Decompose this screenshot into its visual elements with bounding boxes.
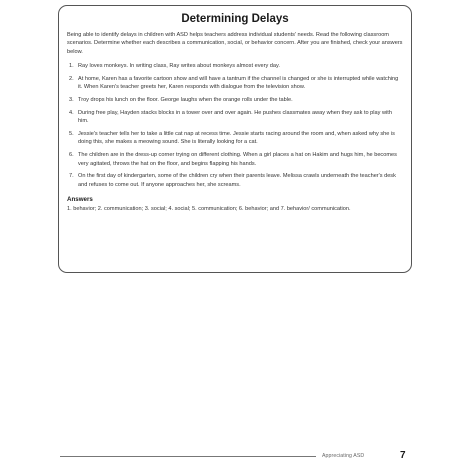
item-text: Troy drops his lunch on the floor. George laughs when the orange rolls under the table. [78, 96, 293, 103]
item-number: 1. [69, 62, 74, 69]
list-item [67, 75, 403, 92]
item-text: The children are in the dress-up corner trying on different clothing. When a girl places a hat on Hakim and hugs him, he becomes very agitated, throws the hat on the floor, and begins flapping his hands. [78, 152, 397, 167]
item-number: 3. [69, 96, 74, 103]
item-number: 7. [69, 173, 74, 180]
scenario-list [67, 62, 403, 189]
list-item [67, 172, 403, 189]
footer-divider [60, 456, 316, 457]
list-item [67, 109, 403, 126]
item-number: 6. [69, 152, 74, 159]
page-number: 7 [400, 450, 406, 461]
item-text: During free play, Hayden stacks blocks in a tower over and over again. He pushes classmates away when they ask to play with him. [78, 109, 392, 125]
answers-text: 1. behavior; 2. communication; 3. social; 4. social; 5. communication; 6. behavior; and 7. behavior/ communication. [67, 205, 351, 212]
item-number: 5. [69, 131, 74, 138]
list-item [67, 151, 403, 168]
page-title: Determining Delays [181, 13, 289, 25]
list-item [67, 130, 403, 147]
answers-heading: Answers [67, 196, 93, 204]
item-text: Jessie's teacher tells her to take a little cat nap at recess time. Jessie starts racing around the room and, when asked why she is doing this, she makes a meowing sound. She is literally looking for a cat. [78, 131, 395, 146]
item-number: 2. [69, 75, 74, 82]
intro-paragraph: Being able to identify delays in children with ASD helps teachers address individual students' needs. Read the following classroom scenarios. Determine whether each describes a communication, social, or behavior concern. After you are finished, check your answers below. [67, 32, 403, 55]
item-text: At home, Karen has a favorite cartoon show and will have a tantrum if the channel is changed or she is interrupted while watching it. When Karen's teacher greets her, Karen responds with dialogue from the television show. [78, 75, 399, 91]
activity-box [58, 5, 412, 273]
item-text: Ray loves monkeys. In writing class, Ray writes about monkeys almost every day. [78, 62, 280, 69]
list-item [67, 96, 403, 104]
footer-label: Appreciating ASD [322, 453, 365, 459]
item-number: 4. [69, 109, 74, 116]
item-text: On the first day of kindergarten, some of the children cry when their parents leave. Melissa crawls underneath the teacher's desk and refuses to come out. If anyone approaches her, she screams. [78, 173, 396, 188]
list-item [67, 62, 403, 70]
